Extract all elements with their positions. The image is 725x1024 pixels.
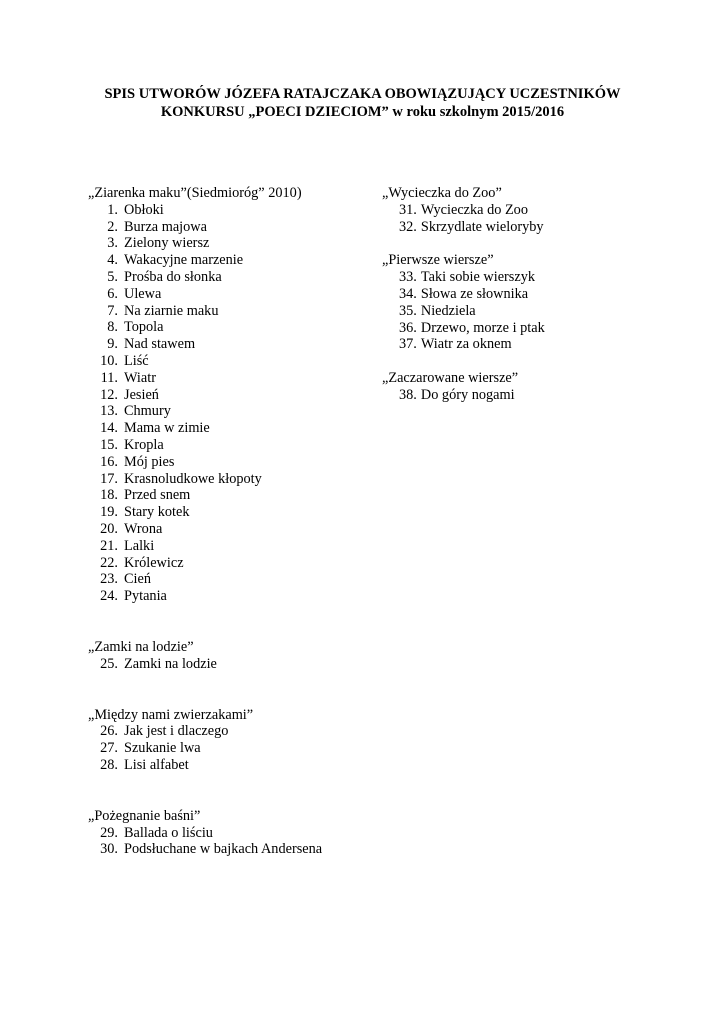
poem-number: 37. <box>399 336 417 353</box>
poem-title: Lalki <box>124 537 155 554</box>
book-group <box>382 185 545 235</box>
poem-list-item <box>88 336 322 353</box>
poem-number: 7. <box>107 302 118 319</box>
poem-title: Przed snem <box>124 487 191 504</box>
book-title: „Zaczarowane wiersze” <box>382 370 519 387</box>
poem-title: Skrzydlate wieloryby <box>420 218 544 235</box>
document-title <box>60 86 665 121</box>
poem-title: Topola <box>124 319 164 336</box>
poem-title: Liść <box>124 352 149 369</box>
poem-title: Do góry nogami <box>420 386 515 403</box>
poem-title: Wrona <box>124 520 163 537</box>
poem-list-item <box>88 202 322 219</box>
poem-list-item <box>382 219 545 236</box>
poem-list-item <box>88 555 322 572</box>
poem-number: 14. <box>100 420 118 437</box>
poem-list-item <box>88 521 322 538</box>
poem-list-item <box>88 538 322 555</box>
poem-title: Królewicz <box>124 554 184 571</box>
poem-number: 29. <box>100 824 118 841</box>
poem-title: Cień <box>124 571 152 588</box>
poem-title: Wiatr <box>124 369 156 386</box>
poem-list-item <box>88 387 322 404</box>
book-group <box>88 707 322 774</box>
poem-number: 2. <box>107 218 118 235</box>
poem-list-item <box>88 437 322 454</box>
poem-number: 23. <box>100 571 118 588</box>
poem-number: 30. <box>100 841 118 858</box>
poem-list-item <box>88 235 322 252</box>
poem-title: Mój pies <box>124 453 175 470</box>
poem-title: Krasnoludkowe kłopoty <box>124 470 262 487</box>
poem-title: Kropla <box>124 436 164 453</box>
poem-number: 17. <box>100 470 118 487</box>
poem-title: Burza majowa <box>124 218 207 235</box>
book-group <box>382 370 545 404</box>
poem-list-item <box>88 252 322 269</box>
poem-title: Niedziela <box>420 302 476 319</box>
poem-number: 9. <box>107 336 118 353</box>
poem-list-item <box>88 841 322 858</box>
poem-number: 31. <box>399 201 417 218</box>
poem-number: 22. <box>100 554 118 571</box>
book-title: „Wycieczka do Zoo” <box>382 185 502 201</box>
poem-number: 13. <box>100 403 118 420</box>
poem-title: Prośba do słonka <box>124 268 222 285</box>
poem-list-item <box>382 320 545 337</box>
poem-number: 19. <box>100 504 118 521</box>
poem-title: Taki sobie wierszyk <box>420 269 536 286</box>
poem-number: 5. <box>107 268 118 285</box>
poem-title: Stary kotek <box>124 504 190 521</box>
book-group <box>88 639 322 673</box>
poem-list-item <box>88 303 322 320</box>
poem-number: 24. <box>100 588 118 605</box>
title-line-1: SPIS UTWORÓW JÓZEFA RATAJCZAKA OBOWIĄZUJĄCY UCZESTNIKÓW <box>104 86 621 102</box>
poem-list-item <box>88 420 322 437</box>
poem-title: Ballada o liściu <box>124 824 213 841</box>
poem-list-item <box>382 387 545 404</box>
poem-number: 20. <box>100 520 118 537</box>
poem-list-item <box>88 286 322 303</box>
poem-number: 11. <box>100 369 118 386</box>
poem-number: 16. <box>100 453 118 470</box>
poem-title: Zielony wiersz <box>124 235 210 252</box>
left-column <box>88 185 322 858</box>
poem-number: 8. <box>107 319 118 336</box>
poem-title: Zamki na lodzie <box>124 655 217 672</box>
poem-title: Mama w zimie <box>124 420 210 437</box>
poem-list-item <box>382 303 545 320</box>
poem-list-item <box>88 723 322 740</box>
poem-number: 38. <box>399 386 417 403</box>
book-group <box>88 185 322 605</box>
book-title: „Ziarenka maku”(Siedmioróg” 2010) <box>88 185 302 201</box>
poem-number: 28. <box>100 756 118 773</box>
poem-number: 10. <box>100 352 118 369</box>
poem-title: Na ziarnie maku <box>124 302 219 319</box>
poem-list-item <box>382 286 545 303</box>
book-title: „Pożegnanie baśni” <box>88 807 201 824</box>
poem-title: Lisi alfabet <box>124 756 189 773</box>
book-group <box>382 252 545 353</box>
poem-number: 25. <box>100 655 118 672</box>
poem-list-item <box>88 219 322 236</box>
poem-number: 6. <box>107 285 118 302</box>
poem-number: 35. <box>399 302 417 319</box>
poem-title: Jak jest i dlaczego <box>124 723 229 740</box>
poem-title: Pytania <box>124 588 167 605</box>
poem-number: 34. <box>399 285 417 302</box>
book-group <box>88 808 322 858</box>
poem-number: 36. <box>399 319 417 336</box>
poem-title: Szukanie lwa <box>124 740 201 757</box>
poem-list-item <box>88 588 322 605</box>
poem-title: Wakacyjne marzenie <box>124 252 244 269</box>
right-column <box>382 185 545 404</box>
poem-list-item <box>88 740 322 757</box>
poem-title: Drzewo, morze i ptak <box>420 319 545 336</box>
poem-number: 21. <box>100 537 118 554</box>
poem-list-item <box>88 571 322 588</box>
poem-title: Słowa ze słownika <box>420 285 529 302</box>
poem-title: Obłoki <box>124 201 164 218</box>
poem-number: 15. <box>100 436 118 453</box>
poem-list-item <box>88 403 322 420</box>
poem-number: 12. <box>100 386 118 403</box>
poem-list-item <box>88 370 322 387</box>
poem-title: Chmury <box>124 403 171 420</box>
poem-list-item <box>382 269 545 286</box>
book-title: „Pierwsze wiersze” <box>382 252 494 269</box>
poem-list-item <box>88 454 322 471</box>
poem-number: 27. <box>100 740 118 757</box>
poem-list-item <box>382 202 545 219</box>
poem-title: Wiatr za oknem <box>420 336 512 353</box>
poem-title: Wycieczka do Zoo <box>420 201 528 218</box>
poem-list-item <box>88 656 322 673</box>
poem-title: Ulewa <box>124 285 162 302</box>
poem-list-item <box>88 319 322 336</box>
poem-number: 4. <box>107 252 118 269</box>
book-title: „Między nami zwierzakami” <box>88 706 254 723</box>
poem-title: Nad stawem <box>124 336 196 353</box>
poem-number: 32. <box>399 218 417 235</box>
poem-title: Jesień <box>124 386 159 403</box>
poem-title: Podsłuchane w bajkach Andersena <box>124 841 323 858</box>
poem-list-item <box>88 487 322 504</box>
title-line-2: KONKURSU „POECI DZIECIOM” w roku szkolnym 2015/2016 <box>160 103 565 120</box>
poem-list-item <box>88 504 322 521</box>
poem-number: 18. <box>100 487 118 504</box>
poem-number: 26. <box>100 723 118 740</box>
poem-number: 3. <box>107 235 118 252</box>
poem-list-item <box>382 336 545 353</box>
poem-list-item <box>88 353 322 370</box>
poem-list-item <box>88 757 322 774</box>
poem-list-item <box>88 471 322 488</box>
poem-number: 1. <box>107 201 118 218</box>
poem-number: 33. <box>399 269 417 286</box>
poem-list-item <box>88 269 322 286</box>
poem-list-item <box>88 825 322 842</box>
book-title: „Zamki na lodzie” <box>88 638 194 655</box>
